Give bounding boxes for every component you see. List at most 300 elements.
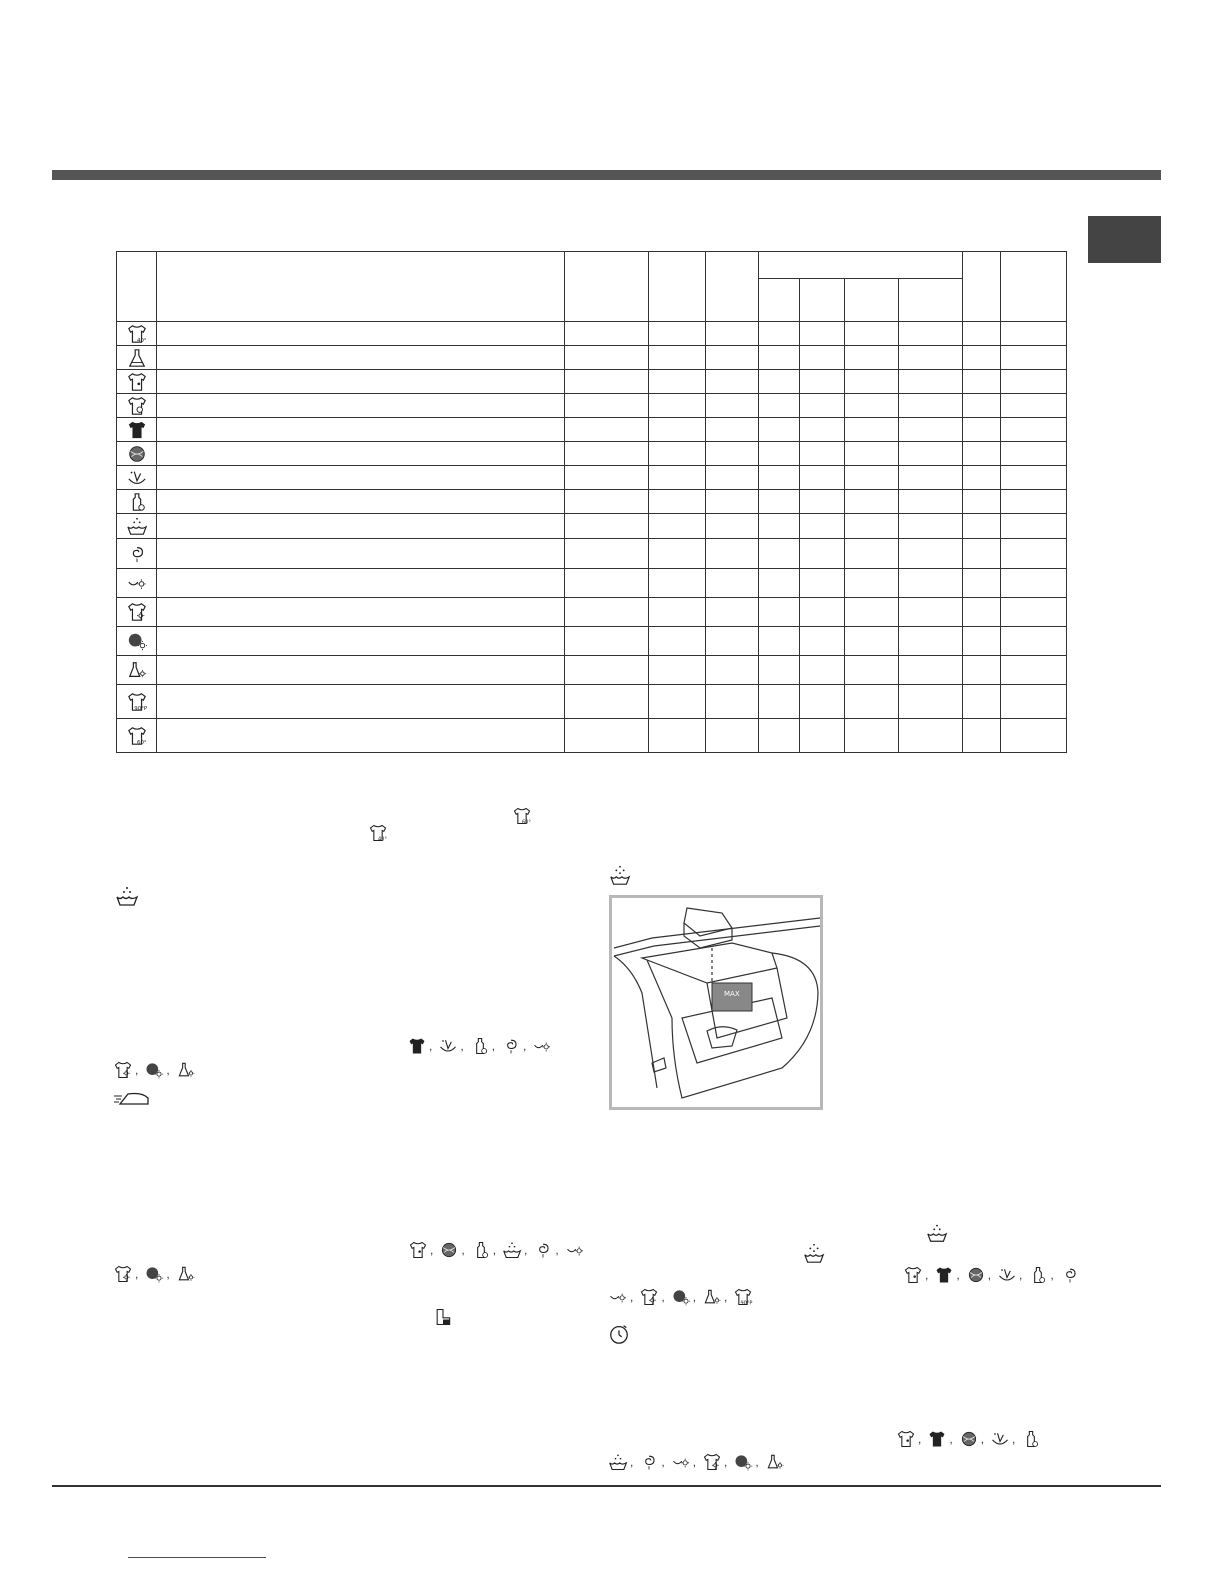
programme-cell <box>845 346 899 370</box>
para3-icons-line2 <box>113 1060 196 1080</box>
programme-icon-cell <box>117 370 157 394</box>
programme-cell <box>1001 442 1067 466</box>
programme-cell <box>800 656 845 685</box>
programme-cell <box>800 514 845 539</box>
para3-iron <box>112 1088 152 1108</box>
wash-tub-drops-icon <box>126 516 148 536</box>
programme-icon-cell <box>117 656 157 685</box>
baby-bottle-icon <box>1021 1429 1041 1449</box>
programme-icon-cell <box>117 514 157 539</box>
programme-icon-cell <box>117 442 157 466</box>
programme-cell <box>845 598 899 627</box>
programme-cell <box>759 394 800 418</box>
programme-cell <box>963 346 1001 370</box>
block2-icons-line-b <box>608 1287 753 1307</box>
icon-separator: , <box>755 1455 759 1469</box>
programme-cell <box>649 598 706 627</box>
programme-cell <box>899 685 963 719</box>
wool-sun-icon <box>144 1060 164 1080</box>
programme-row <box>117 394 1067 418</box>
drawer-drawing <box>612 898 820 1107</box>
dark-t-shirt-icon <box>126 420 148 440</box>
programme-cell <box>1001 394 1067 418</box>
programme-cell <box>565 514 649 539</box>
programme-cell <box>963 370 1001 394</box>
wool-sun-icon <box>126 631 148 651</box>
header-cell <box>649 252 706 322</box>
dark-t-shirt-icon <box>407 1036 427 1056</box>
programme-cell <box>899 656 963 685</box>
programme-cell <box>565 490 649 514</box>
programme-cell <box>759 627 800 656</box>
subheader-cell <box>899 279 963 322</box>
programme-cell <box>845 370 899 394</box>
t-shirt-40-icon <box>368 823 388 843</box>
hand-wash-icon <box>990 1429 1010 1449</box>
bird-sun-icon <box>126 573 148 593</box>
programme-row <box>117 370 1067 394</box>
para4-icons-line2 <box>113 1264 196 1284</box>
icon-separator: , <box>1050 1268 1054 1282</box>
programme-icon-cell <box>117 490 157 514</box>
programme-cell <box>963 685 1001 719</box>
programme-cell <box>565 627 649 656</box>
programme-cell <box>963 490 1001 514</box>
icon-separator: , <box>925 1268 929 1282</box>
programme-cell <box>899 719 963 753</box>
programme-cell <box>706 539 759 569</box>
programme-cell <box>565 466 649 490</box>
programme-cell <box>157 627 565 656</box>
programme-row <box>117 490 1067 514</box>
language-tab <box>1088 216 1161 263</box>
subheader-cell <box>759 279 800 322</box>
t-shirt-stain-icon <box>408 1240 428 1260</box>
programme-cell <box>706 685 759 719</box>
icon-separator: , <box>724 1290 728 1304</box>
footer-rule <box>52 1485 1161 1487</box>
svg-text:90°P: 90°P <box>740 1300 753 1307</box>
programme-cell <box>963 514 1001 539</box>
programme-row <box>117 466 1067 490</box>
programme-cell <box>899 569 963 598</box>
header-cell <box>706 252 759 322</box>
programme-cell <box>963 394 1001 418</box>
icon-separator: , <box>630 1455 634 1469</box>
detergent-drawer-illustration <box>609 895 823 1110</box>
programme-cell <box>157 466 565 490</box>
t-shirt-60-icon <box>126 726 148 746</box>
spin-spiral-icon <box>126 544 148 564</box>
svg-text:60°: 60° <box>136 739 147 746</box>
programme-cell <box>963 322 1001 346</box>
programme-cell <box>963 569 1001 598</box>
programme-cell <box>899 539 963 569</box>
bird-sun-icon <box>608 1287 628 1307</box>
programme-cell <box>565 598 649 627</box>
flask-sun-icon <box>176 1060 196 1080</box>
programme-cell <box>899 514 963 539</box>
spin-spiral-icon <box>639 1452 659 1472</box>
icon-separator: , <box>555 1243 559 1257</box>
programme-icon-cell <box>117 719 157 753</box>
programme-cell <box>565 442 649 466</box>
programme-cell <box>1001 685 1067 719</box>
t-shirt-90p-icon <box>733 1287 753 1307</box>
programme-cell <box>845 627 899 656</box>
programme-cell <box>759 598 800 627</box>
programme-cell <box>800 539 845 569</box>
programme-cell <box>845 394 899 418</box>
programme-cell <box>1001 370 1067 394</box>
header-cell <box>963 252 1001 322</box>
programme-cell <box>845 514 899 539</box>
programme-cell <box>899 394 963 418</box>
programme-cell <box>706 442 759 466</box>
programme-cell <box>759 418 800 442</box>
footer-link-underline[interactable] <box>128 1557 266 1558</box>
programme-cell <box>800 418 845 442</box>
baby-bottle-icon <box>470 1036 490 1056</box>
baby-bottle-icon <box>471 1240 491 1260</box>
programme-cell <box>649 346 706 370</box>
programme-row <box>117 346 1067 370</box>
programme-cell <box>899 370 963 394</box>
programme-icon-cell <box>117 322 157 346</box>
programme-icon-cell <box>117 418 157 442</box>
programme-cell <box>157 346 565 370</box>
svg-text:40°: 40° <box>378 836 387 843</box>
programme-cell <box>800 490 845 514</box>
icon-separator: , <box>724 1455 728 1469</box>
soak-drops-icon <box>609 863 631 887</box>
block2-soak-icon <box>803 1241 825 1265</box>
programme-cell <box>800 466 845 490</box>
para1-icon-a <box>512 806 532 826</box>
header-cell <box>157 252 565 322</box>
programme-cell <box>706 322 759 346</box>
programme-cell <box>565 539 649 569</box>
header-cell <box>117 252 157 322</box>
header-rule <box>52 170 1161 180</box>
programme-cell <box>845 322 899 346</box>
programme-cell <box>157 370 565 394</box>
programme-icon-cell <box>117 539 157 569</box>
programme-row <box>117 418 1067 442</box>
programme-cell <box>157 514 565 539</box>
programme-cell <box>706 418 759 442</box>
icon-separator: , <box>692 1455 697 1469</box>
hand-wash-icon <box>126 468 148 488</box>
programme-cell <box>759 685 800 719</box>
wool-ball-icon <box>126 444 148 464</box>
programme-cell <box>157 322 565 346</box>
t-shirt-sun-icon <box>126 602 148 622</box>
programme-table <box>116 251 1067 753</box>
spin-spiral-icon <box>501 1036 521 1056</box>
programme-cell <box>800 598 845 627</box>
programme-cell <box>800 442 845 466</box>
icon-separator: , <box>949 1432 953 1446</box>
programme-cell <box>565 569 649 598</box>
programme-cell <box>899 442 963 466</box>
icon-separator: , <box>661 1455 665 1469</box>
programme-cell <box>565 370 649 394</box>
programme-cell <box>706 490 759 514</box>
programme-icon-cell <box>117 685 157 719</box>
programme-cell <box>706 569 759 598</box>
programme-cell <box>1001 490 1067 514</box>
icon-separator: , <box>135 1063 139 1077</box>
programme-cell <box>963 719 1001 753</box>
t-shirt-leaf-icon <box>126 396 148 416</box>
programme-cell <box>1001 514 1067 539</box>
programme-cell <box>1001 719 1067 753</box>
programme-cell <box>845 442 899 466</box>
programme-cell <box>706 370 759 394</box>
programme-cell <box>1001 322 1067 346</box>
programme-cell <box>800 685 845 719</box>
programme-cell <box>1001 627 1067 656</box>
programme-cell <box>899 466 963 490</box>
programme-icon-cell <box>117 569 157 598</box>
programme-cell <box>800 346 845 370</box>
programme-icon-cell <box>117 627 157 656</box>
icon-separator: , <box>166 1063 170 1077</box>
block2-timer <box>608 1322 630 1346</box>
programme-cell <box>759 370 800 394</box>
programme-cell <box>800 370 845 394</box>
icon-separator: , <box>987 1268 992 1282</box>
wool-ball-icon <box>966 1265 986 1285</box>
programme-cell <box>157 569 565 598</box>
block2-tub-icon <box>926 1221 948 1245</box>
programme-cell <box>157 394 565 418</box>
delay-timer-icon <box>608 1322 630 1346</box>
bird-sun-icon <box>565 1240 585 1260</box>
programme-row <box>117 598 1067 627</box>
hand-wash-icon <box>997 1265 1017 1285</box>
programme-icon-cell <box>117 598 157 627</box>
programme-cell <box>963 627 1001 656</box>
icon-separator: , <box>918 1432 922 1446</box>
hand-wash-icon <box>438 1036 458 1056</box>
programme-cell <box>706 598 759 627</box>
programme-cell <box>759 656 800 685</box>
programme-icon-cell <box>117 466 157 490</box>
programme-cell <box>157 656 565 685</box>
svg-text:90°P: 90°P <box>133 705 147 712</box>
programme-cell <box>899 627 963 656</box>
programme-cell <box>800 394 845 418</box>
programme-cell <box>706 627 759 656</box>
programme-cell <box>649 466 706 490</box>
programme-cell <box>845 490 899 514</box>
programme-cell <box>845 418 899 442</box>
programme-cell <box>963 442 1001 466</box>
programme-cell <box>565 656 649 685</box>
programme-row <box>117 685 1067 719</box>
programme-row <box>117 569 1067 598</box>
programme-cell <box>800 627 845 656</box>
flask-sun-icon <box>126 660 148 680</box>
dark-t-shirt-icon <box>934 1265 954 1285</box>
icon-separator: , <box>166 1267 170 1281</box>
programme-cell <box>759 346 800 370</box>
icon-separator: , <box>460 1039 464 1053</box>
bird-sun-icon <box>532 1036 552 1056</box>
header-cell <box>1001 252 1067 322</box>
programme-cell <box>845 466 899 490</box>
programme-cell <box>565 418 649 442</box>
para4-icon-end <box>433 1307 453 1327</box>
programme-cell <box>759 442 800 466</box>
programme-row <box>117 322 1067 346</box>
wool-sun-icon <box>671 1287 691 1307</box>
icon-separator: , <box>1019 1268 1023 1282</box>
programme-cell <box>963 418 1001 442</box>
programme-cell <box>157 685 565 719</box>
programme-cell <box>565 685 649 719</box>
programme-cell <box>1001 656 1067 685</box>
programme-row <box>117 442 1067 466</box>
para3-icons-line1 <box>407 1036 552 1056</box>
wool-ball-icon <box>439 1240 459 1260</box>
programme-cell <box>649 719 706 753</box>
icon-separator: , <box>980 1432 985 1446</box>
wool-ball-icon <box>959 1429 979 1449</box>
programme-cell <box>649 322 706 346</box>
programme-cell <box>565 346 649 370</box>
wool-sun-icon <box>144 1264 164 1284</box>
programme-cell <box>649 442 706 466</box>
icon-separator: , <box>135 1267 139 1281</box>
programme-cell <box>963 598 1001 627</box>
programme-cell <box>1001 569 1067 598</box>
wash-tub-drops-icon <box>502 1240 522 1260</box>
programme-cell <box>649 627 706 656</box>
programme-cell <box>706 514 759 539</box>
icon-separator: , <box>692 1290 697 1304</box>
icon-separator: , <box>523 1039 527 1053</box>
t-shirt-90p-icon <box>126 692 148 712</box>
svg-text:40°: 40° <box>136 337 147 344</box>
programme-row <box>117 656 1067 685</box>
easy-iron-icon <box>112 1088 152 1108</box>
programme-cell <box>157 418 565 442</box>
programme-cell <box>1001 418 1067 442</box>
t-shirt-40-icon <box>126 324 148 344</box>
programme-cell <box>706 346 759 370</box>
programme-cell <box>565 322 649 346</box>
flask-icon <box>126 348 148 368</box>
t-shirt-pocket-icon <box>433 1307 453 1327</box>
programme-cell <box>759 719 800 753</box>
programme-icon-cell <box>117 394 157 418</box>
programme-cell <box>157 598 565 627</box>
t-shirt-60-icon <box>512 806 532 826</box>
t-shirt-stain-icon <box>896 1429 916 1449</box>
programme-cell <box>899 418 963 442</box>
t-shirt-sun-icon <box>113 1060 133 1080</box>
icon-separator: , <box>956 1268 960 1282</box>
programme-cell <box>649 656 706 685</box>
programme-row <box>117 514 1067 539</box>
wool-sun-icon <box>733 1452 753 1472</box>
programme-cell <box>649 418 706 442</box>
icon-separator: , <box>491 1039 496 1053</box>
programme-cell <box>845 539 899 569</box>
programme-cell <box>845 719 899 753</box>
soak-drops-icon <box>803 1241 825 1265</box>
icon-separator: , <box>429 1039 433 1053</box>
header-group-cell <box>759 252 963 279</box>
programme-cell <box>963 539 1001 569</box>
programme-cell <box>759 466 800 490</box>
t-shirt-sun-icon <box>639 1287 659 1307</box>
programme-cell <box>899 598 963 627</box>
soak-icon-wrap <box>609 863 631 887</box>
programme-cell <box>649 394 706 418</box>
t-shirt-stain-icon <box>126 372 148 392</box>
wash-tub-drops-icon <box>926 1221 948 1245</box>
programme-cell <box>800 569 845 598</box>
spin-spiral-icon <box>533 1240 553 1260</box>
programme-row <box>117 539 1067 569</box>
programme-cell <box>157 719 565 753</box>
t-shirt-sun-icon <box>702 1452 722 1472</box>
icon-separator: , <box>1012 1432 1016 1446</box>
programme-cell <box>649 490 706 514</box>
programme-cell <box>706 466 759 490</box>
programme-cell <box>1001 466 1067 490</box>
programme-cell <box>899 322 963 346</box>
t-shirt-stain-icon <box>903 1265 923 1285</box>
programme-cell <box>1001 346 1067 370</box>
block3-icons-line-b <box>608 1452 785 1472</box>
programme-cell <box>800 719 845 753</box>
icon-separator: , <box>524 1243 528 1257</box>
programme-cell <box>565 719 649 753</box>
programme-cell <box>157 442 565 466</box>
programme-cell <box>565 394 649 418</box>
bird-sun-icon <box>671 1452 691 1472</box>
flask-sun-icon <box>702 1287 722 1307</box>
flask-sun-icon <box>176 1264 196 1284</box>
baby-bottle-icon <box>126 492 148 512</box>
icon-separator: , <box>461 1243 465 1257</box>
block2-icons-line-a <box>903 1265 1080 1285</box>
wash-tub-drops-icon <box>608 1452 628 1472</box>
programme-cell <box>706 394 759 418</box>
svg-text:60°: 60° <box>522 819 531 826</box>
para2-icon <box>115 884 139 908</box>
programme-row <box>117 719 1067 753</box>
drawer-max-label: MAX <box>724 990 740 998</box>
block3-icons-line-a <box>896 1429 1041 1449</box>
programme-cell <box>800 322 845 346</box>
programme-cell <box>899 490 963 514</box>
icon-separator: , <box>661 1290 665 1304</box>
t-shirt-sun-icon <box>113 1264 133 1284</box>
spin-spiral-icon <box>1060 1265 1080 1285</box>
programme-cell <box>1001 539 1067 569</box>
icon-separator: , <box>630 1290 634 1304</box>
icon-separator: , <box>430 1243 434 1257</box>
icon-separator: , <box>492 1243 497 1257</box>
subheader-cell <box>800 279 845 322</box>
programme-cell <box>706 656 759 685</box>
